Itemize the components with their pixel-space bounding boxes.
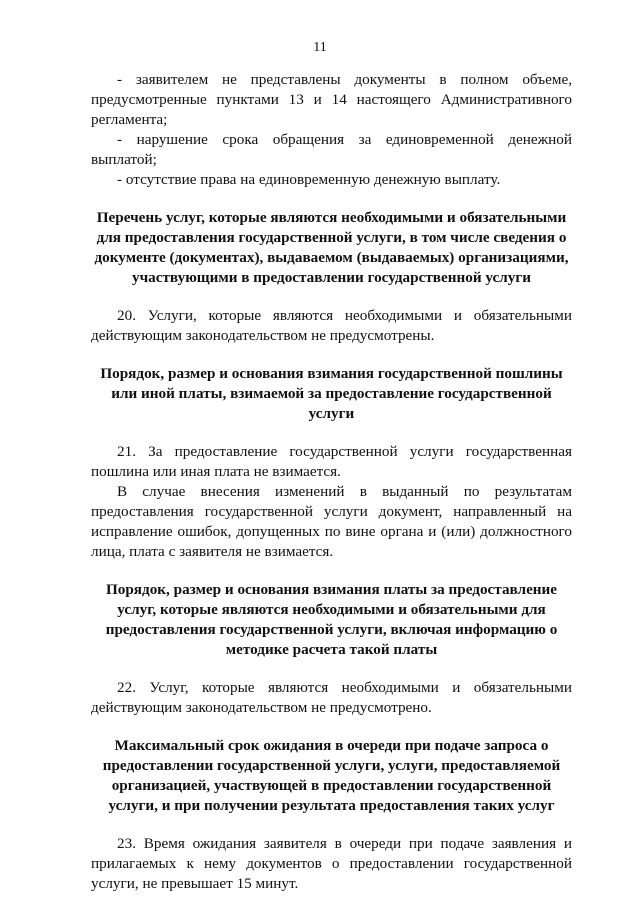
refusal-reason-1: - заявителем не представлены документы в полном объеме, предусмотренные пунктами 13 и 14 настоящего Административного регламента; (91, 71, 572, 128)
section-heading-state-fee: Порядок, размер и основания взимания государственной пошлины или иной платы, взимаемой за предоставление государственной услуги (100, 365, 563, 422)
page-number: 11 (313, 40, 327, 55)
paragraph-22: 22. Услуг, которые являются необходимыми и обязательными действующим законодательством не предусмотрено. (91, 679, 572, 716)
refusal-reason-2: - нарушение срока обращения за единовременной денежной выплатой; (91, 131, 572, 168)
section-heading-services-list: Перечень услуг, которые являются необходимыми и обязательными для предоставления государственной услуги, в том числе сведения о документе (документах), выдаваемом (выдаваемых) организациями, участвующими в предоставлении государственной услуги (94, 209, 569, 286)
document-body (91, 70, 572, 894)
refusal-reason-3: - отсутствие права на единовременную денежную выплату. (117, 171, 501, 188)
paragraph-23: 23. Время ожидания заявителя в очереди при подаче заявления и прилагаемых к нему документов о предоставлении государственной услуги, не превышает 15 минут. (91, 835, 572, 892)
section-heading-service-fee: Порядок, размер и основания взимания платы за предоставление услуг, которые являются необходимыми и обязательными для предоставления государственной услуги, включая информацию о методике расчета такой платы (105, 581, 558, 658)
paragraph-20: 20. Услуги, которые являются необходимыми и обязательными действующим законодательством не предусмотрены. (91, 307, 572, 344)
section-heading-queue-time: Максимальный срок ожидания в очереди при подаче запроса о предоставлении государственной услуги, услуги, предоставляемой организацией, участвующей в предоставлении государственной услуги, и при получении результата предоставления таких услуг (102, 737, 561, 814)
paragraph-21-correction: В случае внесения изменений в выданный по результатам предоставления государственной услуги документ, направленный на исправление ошибок, допущенных по вине органа и (или) должностного лица, плата с заявителя не взимается. (91, 483, 572, 560)
paragraph-21: 21. За предоставление государственной услуги государственная пошлина или иная плата не взимается. (91, 443, 572, 480)
